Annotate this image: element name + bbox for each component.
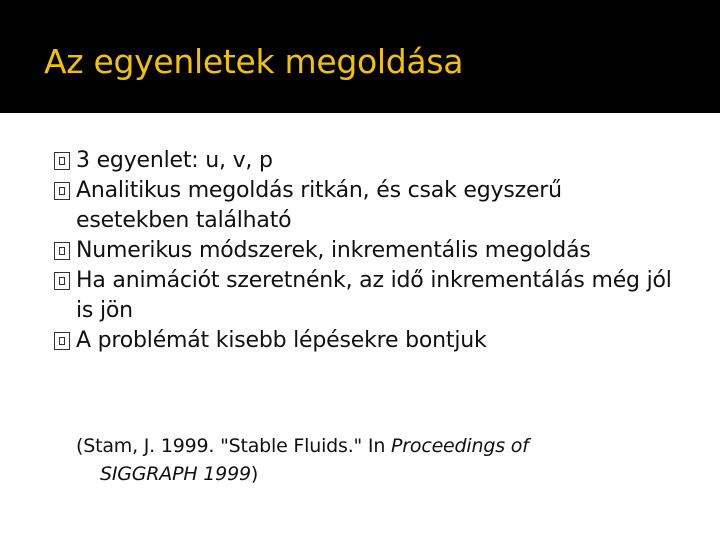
square-bullet-icon (54, 242, 70, 260)
bullet-item (54, 326, 674, 356)
bullet-text: Ha animációt szeretnénk, az idő inkrementálás még jól is jön (76, 268, 672, 323)
bullet-text: Numerikus módszerek, inkrementális megoldás (76, 238, 591, 263)
square-bullet-icon (54, 332, 70, 350)
bullet-text: Analitikus megoldás ritkán, és csak egyszerű esetekben található (76, 178, 562, 233)
citation-line-2 (76, 460, 656, 488)
citation-prefix: (Stam, J. 1999. "Stable Fluids." In (76, 435, 392, 457)
bullet-text: A problémát kisebb lépésekre bontjuk (76, 328, 487, 353)
square-bullet-icon (54, 182, 70, 200)
bullet-item (54, 146, 674, 176)
bullet-list (54, 146, 674, 356)
title-bar (0, 0, 720, 113)
square-bullet-icon (54, 272, 70, 290)
citation-suffix: ) (250, 463, 259, 485)
bullet-item (54, 236, 674, 266)
bullet-text: 3 egyenlet: u, v, p (76, 148, 273, 173)
citation-venue-part1: Proceedings of (391, 435, 529, 457)
slide-title: Az egyenletek megoldása (44, 42, 464, 81)
citation (76, 432, 656, 488)
bullet-item (54, 176, 674, 236)
citation-venue-part2: SIGGRAPH 1999 (100, 463, 251, 485)
bullet-item (54, 266, 674, 326)
citation-line-1 (76, 432, 656, 460)
square-bullet-icon (54, 152, 70, 170)
